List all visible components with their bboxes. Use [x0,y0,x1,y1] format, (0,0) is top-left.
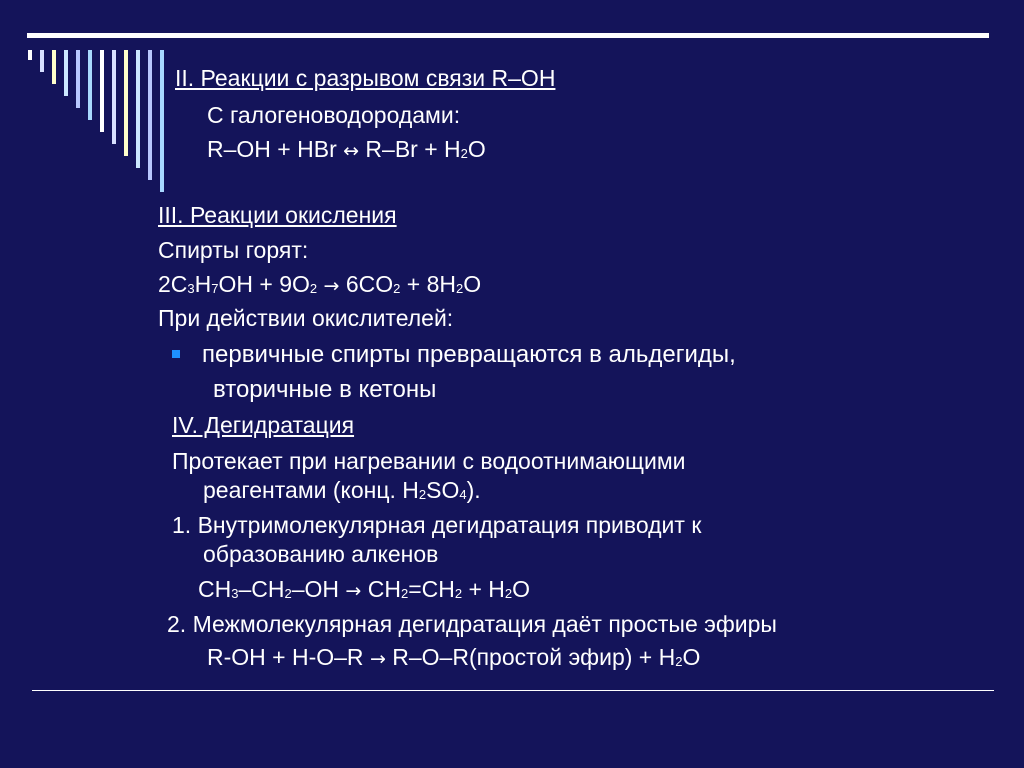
top-rule [27,33,989,38]
reaction-4-s4: 2 [454,586,463,601]
intra-line-1: 1. Внутримолекулярная дегидратация приводит к [172,512,702,538]
right-arrow-icon: → [323,275,340,297]
burn-label: Спирты горят: [158,237,309,263]
reaction-3-a: реагентами (конц. H [203,477,419,503]
reaction-1-sub: 2 [460,146,468,161]
reaction-1-part-b: R–Br + H [359,136,461,162]
bullet-square-icon [172,350,180,358]
intra-line-2: образованию алкенов [203,541,439,567]
reaction-4-b: –CH [238,576,285,602]
right-arrow-icon: → [345,580,362,602]
bullet-1-cont: вторичные в кетоны [213,376,437,403]
decorative-bar [136,50,140,168]
reaction-4-g: O [512,576,531,602]
heading-4: IV. Дегидратация [172,412,355,438]
decorative-bar [28,50,32,60]
reaction-4-s1: 3 [231,586,239,601]
decorative-bar [40,50,44,72]
heading-3: III. Реакции окисления [158,202,397,228]
reaction-2-a: 2C [158,271,188,297]
reaction-3-c: ). [466,477,481,503]
decorative-bar [76,50,80,108]
heat-line-2 [203,476,481,509]
reaction-2-c: OH + 9O [218,271,310,297]
reaction-5-a: R-OH + H-O–R [207,644,370,670]
reaction-4 [198,575,530,608]
reaction-5-c: O [682,644,701,670]
bottom-rule [32,690,994,691]
reaction-5-sub: 2 [675,654,683,669]
reaction-4-f: + H [462,576,505,602]
reaction-2-s2: 7 [211,281,219,296]
heat-line-1: Протекает при нагревании с водоотнимающими [172,448,686,474]
decorative-bar [148,50,152,180]
decorative-bar [100,50,104,132]
reaction-2-b: H [194,271,212,297]
reaction-2 [158,270,481,303]
reaction-2-s3: 2 [309,281,318,296]
reaction-4-s5: 2 [504,586,513,601]
decorative-bar [160,50,164,192]
reaction-4-e: =CH [408,576,455,602]
decorative-bar [52,50,56,84]
reaction-4-s3: 2 [400,586,409,601]
decorative-bar [88,50,92,120]
oxidizer-label: При действии окислителей: [158,305,454,331]
reaction-2-e: 6CO [339,271,394,297]
reaction-4-d: CH [361,576,401,602]
reaction-1-part-a: R–OH + HBr [207,136,344,162]
reaction-4-s2: 2 [284,586,292,601]
reaction-2-s1: 3 [187,281,195,296]
decorative-bar [64,50,68,96]
reaction-1-part-c: O [467,136,486,162]
reaction-3-s1: 2 [418,487,427,502]
halogen-label: С галогеноводородами: [207,102,461,128]
reaction-5 [207,643,700,676]
bullet-1: первичные спирты превращаются в альдегиды, [202,341,736,368]
reaction-3-b: SO [426,477,460,503]
reaction-1 [207,135,486,168]
reaction-2-g: O [463,271,482,297]
reaction-2-f: + 8H [400,271,456,297]
right-arrow-icon: → [369,648,386,670]
reaction-2-s5: 2 [456,281,464,296]
reaction-5-b: R–O–R(простой эфир) + H [385,644,676,670]
decorative-bar [124,50,128,156]
reaction-2-s4: 2 [393,281,401,296]
reaction-4-a: CH [198,576,232,602]
heading-2: II. Реакции с разрывом связи R–OH [175,65,556,91]
decorative-bar [112,50,116,144]
reaction-3-s2: 4 [459,487,467,502]
equilibrium-arrow-icon: ↔ [343,140,360,162]
reaction-4-c: –OH [291,576,346,602]
inter-line: 2. Межмолекулярная дегидратация даёт простые эфиры [167,611,777,637]
